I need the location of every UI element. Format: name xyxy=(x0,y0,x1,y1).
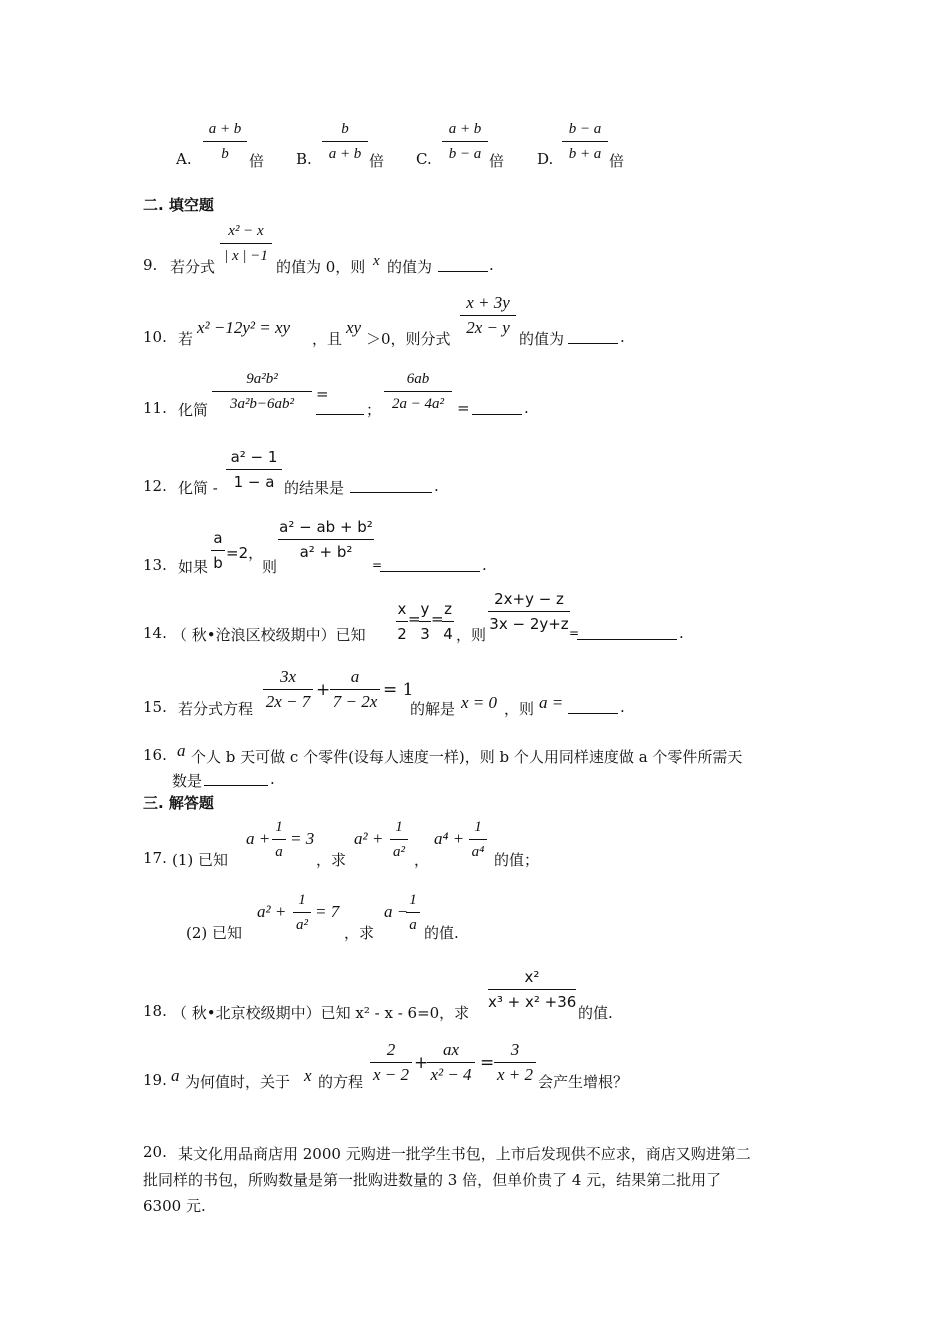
q11-fraction-1: 9a²b² 3a²b−6ab² xyxy=(212,368,312,415)
option-c-label: C. xyxy=(416,150,432,168)
option-b-unit: 倍 xyxy=(369,152,385,170)
q17-expr2-fraction: 1 a⁴ xyxy=(469,816,487,863)
q14-number: 14. xyxy=(143,624,167,642)
q17-expr1: a² + xyxy=(354,829,384,848)
q18-number: 18. xyxy=(143,1002,167,1020)
q10-text: 若 xyxy=(178,330,194,348)
q15-ask: a = xyxy=(539,693,564,712)
q10-equation: x² −12y² = xy xyxy=(197,318,291,337)
q20-number: 20. xyxy=(143,1143,167,1161)
q15-text: 若分式方程 xyxy=(178,700,254,718)
q12-end: . xyxy=(434,477,439,495)
q16-answer-blank[interactable] xyxy=(204,771,268,786)
section-solve-title: 三. 解答题 xyxy=(143,794,214,812)
q17-p2-fraction: 1 a² xyxy=(293,889,311,936)
q11-number: 11. xyxy=(143,399,167,417)
q12-answer-blank[interactable] xyxy=(350,478,432,493)
q19-number: 19. xyxy=(143,1071,167,1089)
q11-equals-2: = xyxy=(457,399,470,417)
q9-text-2: 的值为 0，则 xyxy=(276,258,366,276)
option-c-unit: 倍 xyxy=(489,152,505,170)
q19-text: 为何值时，关于 xyxy=(185,1073,291,1091)
q14-fraction-main: 2x+y − z 3x − 2y+z xyxy=(489,590,569,633)
q16-line-1: 个人 b 天可做 c 个零件(设每人速度一样)，则 b 个人用同样速度做 a 个零件所需天 xyxy=(191,748,743,766)
option-d-unit: 倍 xyxy=(609,152,625,170)
q17-p1-ask: ，求 xyxy=(316,851,347,869)
q15-answer-blank[interactable] xyxy=(568,699,618,714)
q13-number: 13. xyxy=(143,556,167,574)
q14-eq-a: = xyxy=(408,610,421,628)
q12-text: 化简 - xyxy=(178,479,218,497)
q11-equals-1: = xyxy=(316,385,329,403)
q15-equals-one: = 1 xyxy=(383,680,414,700)
q15-text-3: ，则 xyxy=(504,700,535,718)
option-a-label: A. xyxy=(176,150,192,168)
q14-end: . xyxy=(679,624,684,642)
q9-end: . xyxy=(489,256,494,274)
q13-equals-2: = xyxy=(372,558,383,572)
option-d-label: D. xyxy=(537,150,554,168)
q14-equals: = xyxy=(569,626,580,640)
q13-text: 如果 xyxy=(178,558,209,576)
q10-answer-blank[interactable] xyxy=(568,329,618,344)
q11-answer-blank-1[interactable] xyxy=(316,400,364,415)
q16-end: . xyxy=(270,770,275,788)
option-a-unit: 倍 xyxy=(249,152,265,170)
q9-text-3: 的值为 xyxy=(387,258,433,276)
q17-p2-rhs: = 7 xyxy=(315,902,340,921)
q11-answer-blank-2[interactable] xyxy=(472,400,522,415)
q12-text-2: 的结果是 xyxy=(284,479,345,497)
q17-p1-fraction: 1 a xyxy=(272,816,286,863)
q10-condition: xy xyxy=(346,318,362,337)
q9-fraction: x² − x | x | −1 xyxy=(220,220,272,267)
q19-fraction-2: ax x² − 4 xyxy=(427,1039,475,1086)
q15-plus: + xyxy=(316,680,331,700)
q14-fraction-z: z 4 xyxy=(443,600,453,643)
option-a-fraction: a + b b xyxy=(203,118,247,165)
q19-var-x: x xyxy=(304,1066,312,1085)
q10-text-3: ＞0，则分式 xyxy=(366,330,451,348)
q13-text-2: 则 xyxy=(262,558,278,576)
q11-text: 化简 xyxy=(178,401,209,419)
q15-number: 15. xyxy=(143,698,167,716)
q9-text: 若分式 xyxy=(170,258,216,276)
q19-fraction-3: 3 x + 2 xyxy=(494,1039,536,1086)
q14-fraction-x: x 2 xyxy=(397,600,407,643)
q13-fraction-2: a² − ab + b² a² + b² xyxy=(279,518,373,561)
q15-fraction-2: a 7 − 2x xyxy=(330,666,380,713)
q14-text: （ 秋•沧浪区校级期中）已知 xyxy=(172,626,366,644)
q18-text: （ 秋•北京校级期中）已知 x² - x - 6=0，求 xyxy=(172,1004,470,1022)
q18-text-2: 的值. xyxy=(578,1004,613,1022)
q10-fraction: x + 3y 2x − y xyxy=(460,292,516,339)
q14-eq-b: = xyxy=(431,610,444,628)
q19-text-3: 会产生增根？ xyxy=(538,1073,629,1091)
option-b-fraction: b a + b xyxy=(322,118,368,165)
q19-fraction-1: 2 x − 2 xyxy=(370,1039,412,1086)
q11-end: . xyxy=(524,399,529,417)
q12-fraction: a² − 1 1 − a xyxy=(226,446,282,493)
q17-part2-label: (2) 已知 xyxy=(186,924,243,942)
q13-fraction-1: a b xyxy=(211,527,225,574)
q10-number: 10. xyxy=(143,328,167,346)
q17-p2-end: 的值. xyxy=(424,924,459,942)
q15-solution: x = 0 xyxy=(461,693,498,712)
q15-fraction-1: 3x 2x − 7 xyxy=(263,666,313,713)
q11-fraction-2: 6ab 2a − 4a² xyxy=(384,368,452,415)
q19-equals: = xyxy=(480,1053,495,1073)
q13-answer-blank[interactable] xyxy=(380,557,480,572)
section-fill-blank-title: 二. 填空题 xyxy=(143,196,214,214)
q10-text-2: ，且 xyxy=(312,330,343,348)
q20-line-1: 某文化用品商店用 2000 元购进一批学生书包，上市后发现供不应求，商店又购进第二 xyxy=(178,1145,751,1163)
q15-end: . xyxy=(620,698,625,716)
q12-number: 12. xyxy=(143,477,167,495)
q17-number: 17. xyxy=(143,849,167,867)
q19-var-a: a xyxy=(171,1066,180,1085)
q17-p1-lhs: a + xyxy=(246,829,271,848)
q17-p2-lhs: a² + xyxy=(257,902,287,921)
q17-comma: ， xyxy=(414,851,430,869)
q17-expr1-fraction: 1 a² xyxy=(390,816,408,863)
option-c-fraction: a + b b − a xyxy=(442,118,488,165)
q17-p1-rhs: = 3 xyxy=(290,829,315,848)
q14-fraction-y: y 3 xyxy=(420,600,430,643)
q20-line-2: 批同样的书包，所购数量是第一批购进数量的 3 倍，但单价贵了 4 元，结果第二批用了 xyxy=(143,1171,722,1189)
q20-line-3: 6300 元. xyxy=(143,1197,206,1215)
q10-text-4: 的值为 xyxy=(519,330,565,348)
q19-text-2: 的方程 xyxy=(318,1073,364,1091)
q14-answer-blank[interactable] xyxy=(577,625,677,640)
q16-number: 16. xyxy=(143,746,167,764)
q17-expr3-fraction: 1 a xyxy=(406,889,420,936)
q9-answer-blank[interactable] xyxy=(438,257,488,272)
q13-end: . xyxy=(482,556,487,574)
q18-fraction: x² x³ + x² +36 xyxy=(488,968,577,1011)
q17-expr3: a − xyxy=(384,902,409,921)
q9-var: x xyxy=(373,253,380,269)
q16-var-a: a xyxy=(177,741,186,760)
q17-p1-end: 的值； xyxy=(494,851,540,869)
q11-separator: ； xyxy=(366,401,382,419)
option-b-label: B. xyxy=(296,150,312,168)
q13-equals-1: =2， xyxy=(226,544,264,562)
q17-part1-label: (1) 已知 xyxy=(172,851,229,869)
q17-p2-ask: ，求 xyxy=(344,924,375,942)
q15-text-2: 的解是 xyxy=(410,700,456,718)
q10-end: . xyxy=(620,328,625,346)
q14-text-2: ，则 xyxy=(456,626,487,644)
q17-expr2: a⁴ + xyxy=(434,829,465,848)
q16-line-2: 数是 xyxy=(172,772,203,790)
option-d-fraction: b − a b + a xyxy=(562,118,608,165)
q19-plus: + xyxy=(414,1053,429,1073)
q9-number: 9. xyxy=(143,256,158,274)
